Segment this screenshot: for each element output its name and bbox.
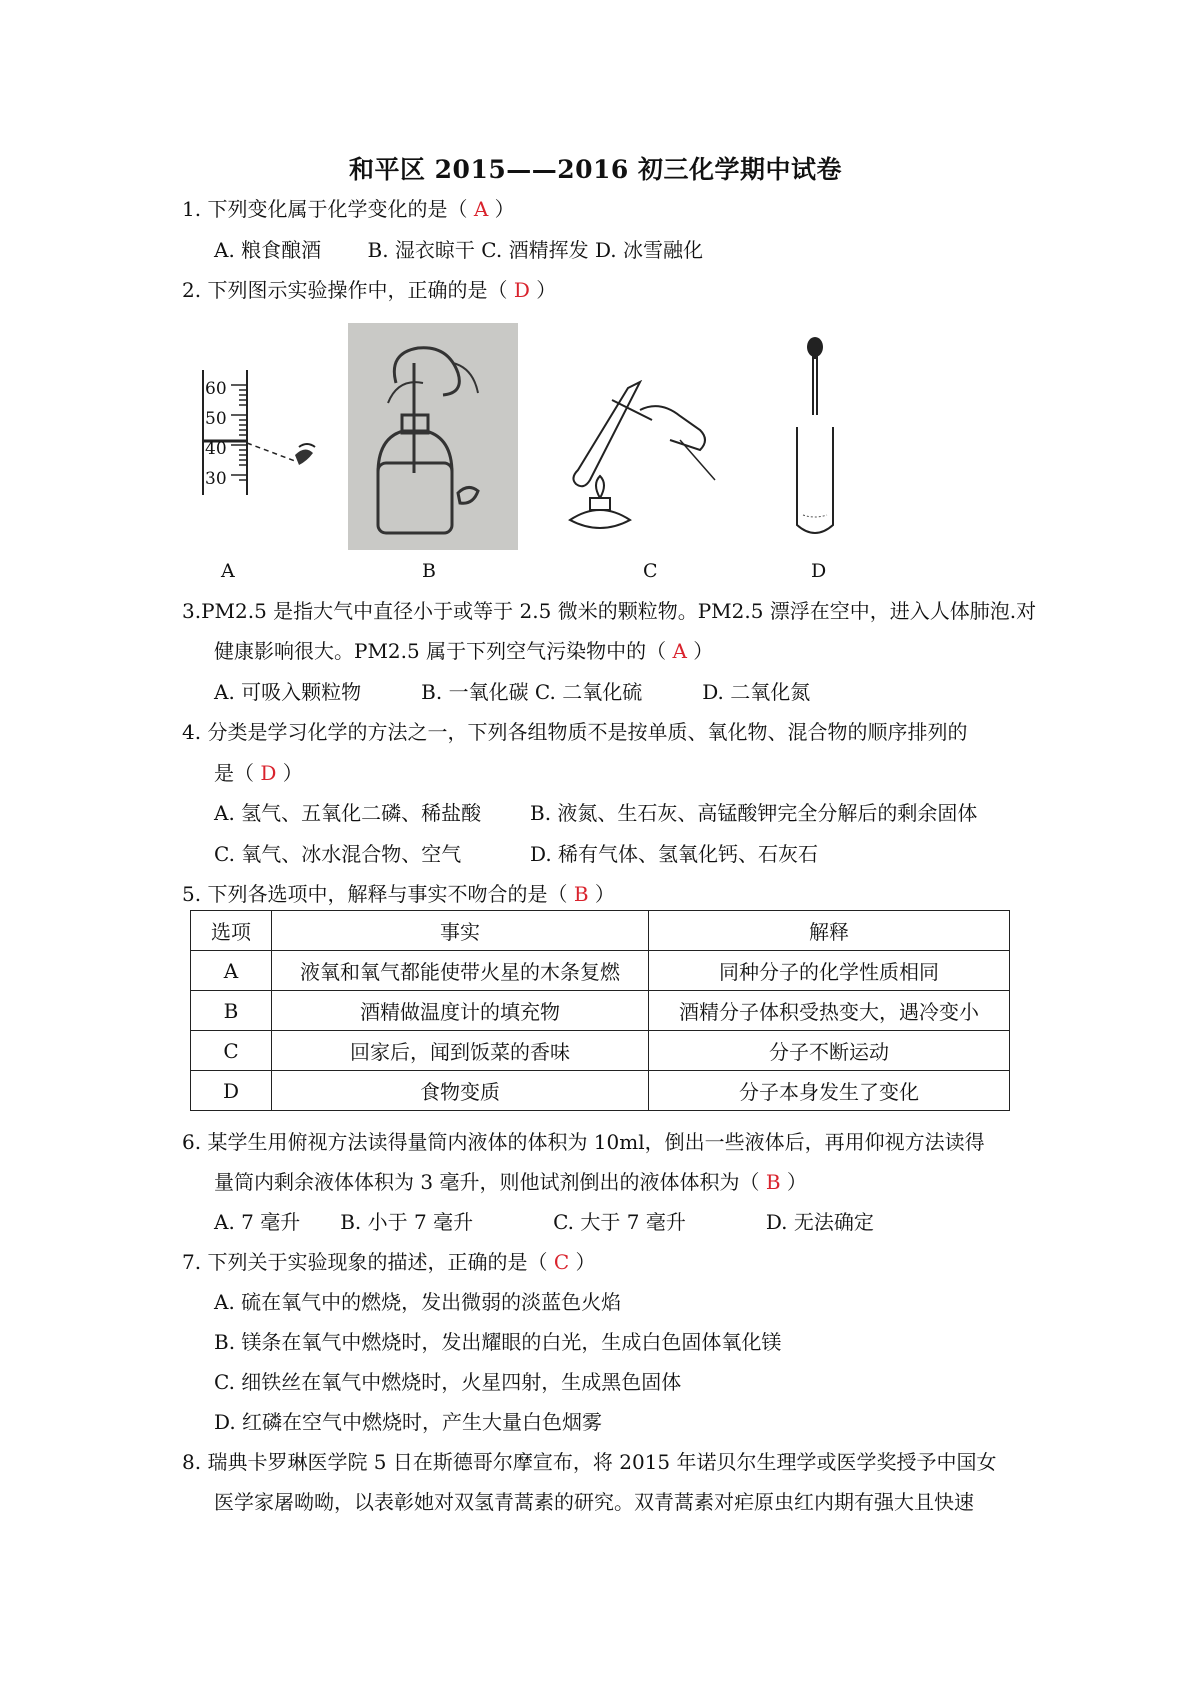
- table-cell: 食物变质: [272, 1071, 649, 1111]
- question-8-line-1: 8. 瑞典卡罗琳医学院 5 日在斯德哥尔摩宣布，将 2015 年诺贝尔生理学或医学奖授予中国女: [182, 1450, 997, 1474]
- question-3-line-1: 3.PM2.5 是指大气中直径小于或等于 2.5 微米的颗粒物。PM2.5 漂浮在空中，进入人体肺泡.对: [182, 599, 1037, 623]
- question-4-option-b: B. 液氮、生石灰、高锰酸钾完全分解后的剩余固体: [530, 801, 978, 825]
- question-7-option-d: D. 红磷在空气中燃烧时，产生大量白色烟雾: [214, 1410, 603, 1434]
- question-7-option-b: B. 镁条在氧气中燃烧时，发出耀眼的白光，生成白色固体氧化镁: [214, 1330, 782, 1354]
- question-1-options: A. 粮食酿酒 B. 湿衣晾干 C. 酒精挥发 D. 冰雪融化: [214, 238, 703, 262]
- table-header-row: [191, 911, 1010, 951]
- cylinder-tick-30: 30: [205, 469, 227, 489]
- question-5-answer: B: [573, 882, 589, 906]
- table-cell: B: [191, 991, 272, 1031]
- table-cell: 分子本身发生了变化: [649, 1071, 1010, 1111]
- table-cell: 酒精做温度计的填充物: [272, 991, 649, 1031]
- exam-title: 和平区 2015——2016 初三化学期中试卷: [348, 155, 843, 184]
- question-6-line-1: 6. 某学生用俯视方法读得量筒内液体的体积为 10ml，倒出一些液体后，再用仰视方法读得: [182, 1130, 985, 1154]
- question-6-answer: B: [765, 1170, 781, 1194]
- question-6-options: A. 7 毫升 B. 小于 7 毫升 C. 大于 7 毫升 D. 无法确定: [214, 1210, 874, 1234]
- question-1-stem: 1. 下列变化属于化学变化的是（ A ）: [182, 197, 515, 221]
- figure-c-label: C: [643, 560, 658, 582]
- question-4-line-1: 4. 分类是学习化学的方法之一，下列各组物质不是按单质、氧化物、混合物的顺序排列的: [182, 720, 968, 744]
- table-row: [191, 1031, 1010, 1071]
- question-4-option-c: C. 氧气、冰水混合物、空气: [214, 842, 462, 866]
- question-7-option-a: A. 硫在氧气中的燃烧，发出微弱的淡蓝色火焰: [214, 1290, 622, 1314]
- table-row: [191, 1071, 1010, 1111]
- figure-b-label: B: [422, 560, 436, 582]
- table-cell: 回家后，闻到饭菜的香味: [272, 1031, 649, 1071]
- question-5-stem: 5. 下列各选项中，解释与事实不吻合的是（ B ）: [182, 882, 615, 906]
- question-4-line-2: 是（ D ）: [214, 761, 303, 785]
- question-2-stem: 2. 下列图示实验操作中，正确的是（ D ）: [182, 278, 557, 302]
- question-7-answer: C: [553, 1250, 570, 1274]
- question-2-answer: D: [513, 278, 530, 302]
- table-row: [191, 991, 1010, 1031]
- question-8-line-2: 医学家屠呦呦，以表彰她对双氢青蒿素的研究。双青蒿素对疟原虫红内期有强大且快速: [214, 1490, 974, 1514]
- figure-a-label: A: [221, 560, 235, 582]
- cylinder-tick-50: 50: [205, 409, 227, 429]
- figure-b-bottle-dropper-photo: [348, 323, 518, 550]
- table-cell: A: [191, 951, 272, 991]
- question-3-options: A. 可吸入颗粒物 B. 一氧化碳 C. 二氧化硫 D. 二氧化氮: [214, 680, 811, 704]
- cylinder-tick-60: 60: [205, 379, 227, 399]
- table-cell: 液氧和氧气都能使带火星的木条复燃: [272, 951, 649, 991]
- table-header: 选项: [191, 911, 272, 951]
- figure-d-dropper-tube-icon: [795, 335, 845, 540]
- question-7-option-c: C. 细铁丝在氧气中燃烧时，火星四射，生成黑色固体: [214, 1370, 682, 1394]
- figure-d-label: D: [811, 560, 827, 582]
- table-cell: 酒精分子体积受热变大，遇冷变小: [649, 991, 1010, 1031]
- question-3-line-2: 健康影响很大。PM2.5 属于下列空气污染物中的（ A ）: [214, 639, 714, 663]
- question-4-option-a: A. 氢气、五氧化二磷、稀盐酸: [214, 801, 482, 825]
- question-6-line-2: 量筒内剩余液体体积为 3 毫升，则他试剂倒出的液体体积为（ B ）: [214, 1170, 807, 1194]
- question-3-answer: A: [672, 639, 687, 663]
- question-1-answer: A: [473, 197, 489, 221]
- question-4-option-d: D. 稀有气体、氢氧化钙、石灰石: [530, 842, 819, 866]
- table-row: [191, 951, 1010, 991]
- figure-c-tube-heating-icon: [560, 380, 730, 535]
- table-header: 解释: [649, 911, 1010, 951]
- table-header: 事实: [272, 911, 649, 951]
- table-cell: 分子不断运动: [649, 1031, 1010, 1071]
- facts-table: [190, 910, 1010, 1111]
- question-4-answer: D: [260, 761, 277, 785]
- cylinder-tick-40: 40: [205, 439, 227, 459]
- table-cell: 同种分子的化学性质相同: [649, 951, 1010, 991]
- question-7-stem: 7. 下列关于实验现象的描述，正确的是（ C ）: [182, 1250, 596, 1274]
- table-cell: C: [191, 1031, 272, 1071]
- table-cell: D: [191, 1071, 272, 1111]
